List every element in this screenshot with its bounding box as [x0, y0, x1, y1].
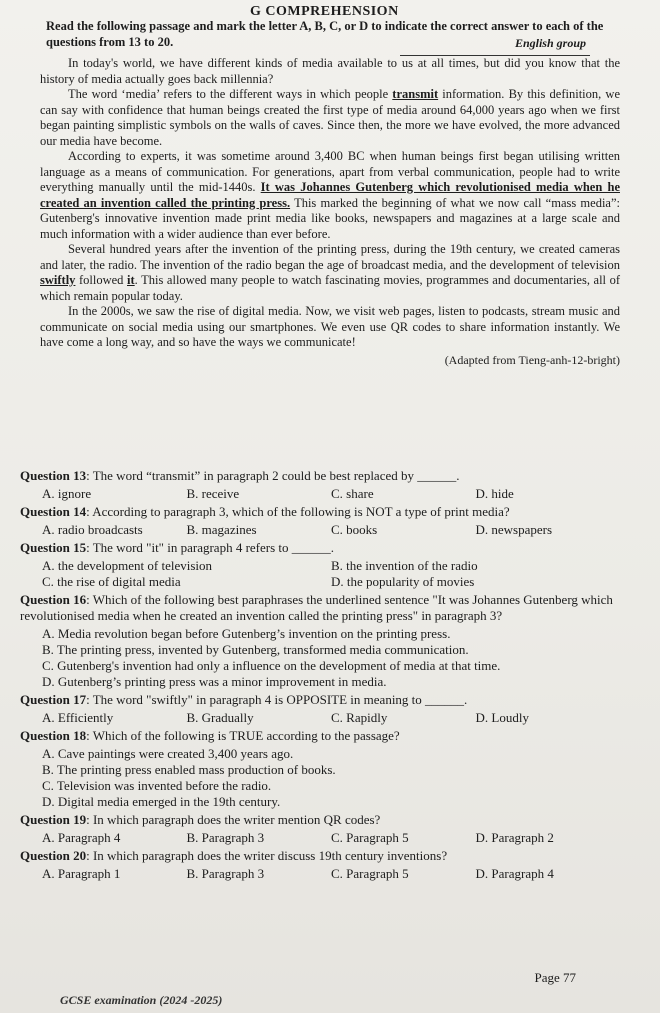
- answer-option[interactable]: D. hide: [475, 486, 514, 501]
- reading-passage: [40, 56, 620, 368]
- instructions: Read the following passage and mark the letter A, B, C, or D to indicate the correct answer to each of the questions from 13 to 20.: [46, 19, 604, 49]
- question-list: [20, 468, 620, 884]
- paragraph-2: [40, 87, 620, 149]
- answer-option[interactable]: A. Media revolution began before Gutenberg’s invention on the printing press.: [42, 626, 451, 641]
- paragraph-4-text-c: . This allowed many people to watch fascinating movies, programmes and documentaries, all of which remain popular today.: [40, 273, 621, 303]
- question-text: : The word “transmit” in paragraph 2 could be best replaced by ______.: [86, 468, 460, 483]
- underlined-it: it: [127, 273, 135, 287]
- question-text: : The word "it" in paragraph 4 refers to ______.: [86, 540, 335, 555]
- answer-option[interactable]: D. newspapers: [475, 522, 553, 537]
- answer-option[interactable]: B. Gradually: [186, 710, 254, 725]
- question-text: : According to paragraph 3, which of the following is NOT a type of print media?: [86, 504, 510, 519]
- answer-options: [20, 710, 620, 726]
- paragraph-4-text-b: followed: [75, 273, 128, 287]
- paragraph-4: [40, 242, 620, 304]
- paragraph-2-text-b: information. By this definition, we can say with confidence that human beings created the first type of media around 64,000 years ago when we first began painting simplistic symbols on the walls of caves. Since then, the more we have evolved, the more advanced our media have become.: [40, 87, 620, 148]
- paragraph-3: [40, 149, 620, 242]
- answer-option[interactable]: B. the invention of the radio: [331, 558, 478, 573]
- question-text: : In which paragraph does the writer mention QR codes?: [86, 812, 381, 827]
- answer-option[interactable]: C. share: [331, 486, 374, 501]
- section-title: G COMPREHENSION: [250, 4, 399, 19]
- answer-option[interactable]: D. Digital media emerged in the 19th century.: [42, 794, 281, 809]
- question-20: [20, 848, 620, 864]
- answer-options: [20, 830, 620, 846]
- answer-option[interactable]: A. ignore: [42, 486, 92, 501]
- answer-option[interactable]: C. Paragraph 5: [331, 866, 409, 881]
- paragraph-2-text-a: The word ‘media’ refers to the different ways in which people: [68, 87, 393, 101]
- underlined-swiftly: swiftly: [40, 273, 76, 287]
- answer-option[interactable]: C. books: [331, 522, 378, 537]
- exam-label: GCSE examination (2024 -2025): [60, 993, 223, 1007]
- answer-option[interactable]: D. Gutenberg’s printing press was a minor improvement in media.: [42, 674, 387, 689]
- question-label: Question 19: [20, 812, 87, 827]
- question-15: [20, 540, 620, 556]
- underlined-sentence: It was Johannes Gutenberg which revolutionised media when he created an invention called the printing press.: [40, 180, 620, 210]
- answer-option[interactable]: D. the popularity of movies: [331, 574, 475, 589]
- answer-option[interactable]: A. Paragraph 1: [42, 866, 121, 881]
- answer-option[interactable]: B. receive: [186, 486, 240, 501]
- question-text: : In which paragraph does the writer discuss 19th century inventions?: [86, 848, 448, 863]
- question-text: : Which of the following best paraphrases the underlined sentence "It was Johannes Gutenberg which revolutionised media when he created an invention called the printing press" in paragraph 3?: [20, 592, 613, 623]
- question-19: [20, 812, 620, 828]
- question-16: [20, 592, 620, 624]
- answer-option[interactable]: A. Paragraph 4: [42, 830, 121, 845]
- answer-option[interactable]: D. Loudly: [475, 710, 529, 725]
- question-17: [20, 692, 620, 708]
- answer-option[interactable]: C. Television was invented before the radio.: [42, 778, 272, 793]
- question-label: Question 14: [20, 504, 87, 519]
- answer-option[interactable]: C. Rapidly: [331, 710, 388, 725]
- answer-option[interactable]: D. Paragraph 2: [475, 830, 554, 845]
- answer-option[interactable]: A. Efficiently: [42, 710, 114, 725]
- answer-option[interactable]: A. the development of television: [42, 558, 213, 573]
- paragraph-3-text-a: According to experts, it was sometime around 3,400 BC when human beings first began utilising written language as a means of communication. For generations, apart from verbal communication, people had to write everything manually until the mid-1440s.: [40, 149, 620, 194]
- question-14: [20, 504, 620, 520]
- paragraph-1: In today's world, we have different kinds of media available to us at all times, but did you know that the history of media actually goes back millennia?: [40, 56, 620, 86]
- question-label: Question 15: [20, 540, 87, 555]
- answer-option[interactable]: B. The printing press enabled mass production of books.: [42, 762, 336, 777]
- question-18: [20, 728, 620, 744]
- page-number: Page 77: [534, 970, 576, 985]
- answer-options: [20, 522, 620, 538]
- group-label: English group: [514, 36, 586, 50]
- answer-options: [20, 558, 620, 590]
- underlined-transmit: transmit: [392, 87, 439, 101]
- answer-option[interactable]: A. Cave paintings were created 3,400 years ago.: [42, 746, 294, 761]
- question-label: Question 20: [20, 848, 87, 863]
- paragraph-5: In the 2000s, we saw the rise of digital media. Now, we visit web pages, listen to podcasts, stream music and communicate on social media using our smartphones. We even use QR codes to share information instantly. We have come a long way, and so have the ways we communicate!: [40, 304, 620, 349]
- question-label: Question 16: [20, 592, 87, 607]
- answer-options: [20, 626, 620, 690]
- paragraph-4-text-a: Several hundred years after the invention of the printing press, during the 19th century, we created cameras and later, the radio. The invention of the radio began the age of broadcast media, and the development of television: [40, 242, 620, 272]
- answer-options: [20, 866, 620, 882]
- question-text: : Which of the following is TRUE according to the passage?: [86, 728, 400, 743]
- answer-option[interactable]: C. the rise of digital media: [42, 574, 181, 589]
- answer-option[interactable]: B. Paragraph 3: [186, 830, 265, 845]
- answer-option[interactable]: D. Paragraph 4: [475, 866, 554, 881]
- answer-option[interactable]: C. Gutenberg's invention had only a influence on the development of media at that time.: [42, 658, 501, 673]
- answer-option[interactable]: B. Paragraph 3: [186, 866, 265, 881]
- answer-option[interactable]: B. magazines: [186, 522, 257, 537]
- answer-options: [20, 746, 620, 810]
- answer-option[interactable]: C. Paragraph 5: [331, 830, 409, 845]
- paragraph-3-text-b: This marked the beginning of what we now call “mass media”: Gutenberg's innovative invention made print media like books, newspapers and magazines at a large scale and much information with a wider audience than ever before.: [40, 195, 620, 241]
- question-label: Question 18: [20, 728, 87, 743]
- question-label: Question 13: [20, 468, 87, 483]
- question-13: [20, 468, 620, 484]
- answer-option[interactable]: A. radio broadcasts: [42, 522, 143, 537]
- passage-source: (Adapted from Tieng-anh-12-bright): [444, 352, 620, 367]
- answer-option[interactable]: B. The printing press, invented by Gutenberg, transformed media communication.: [42, 642, 469, 657]
- question-text: : The word "swiftly" in paragraph 4 is OPPOSITE in meaning to ______.: [86, 692, 468, 707]
- question-label: Question 17: [20, 692, 87, 707]
- answer-options: [20, 486, 620, 502]
